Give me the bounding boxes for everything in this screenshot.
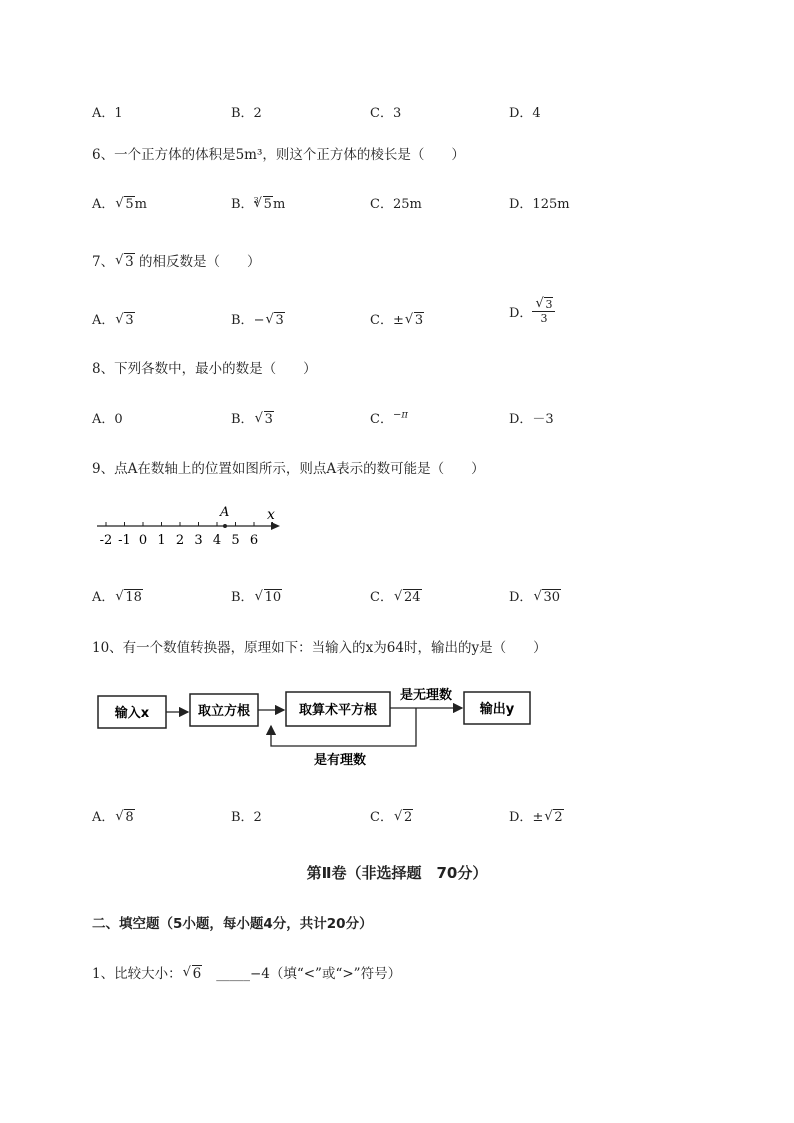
q10-option-d: D．±√ 2: [509, 806, 564, 825]
rational-label: 是有理数: [314, 753, 367, 768]
q7-option-c: C．±√ 3: [370, 309, 424, 328]
axis-tick-label: 0: [138, 533, 148, 548]
square-root-label: 取算术平方根: [298, 703, 378, 718]
axis-tick-label: 3: [194, 533, 203, 548]
q10-option-a: A．√ 8: [92, 806, 135, 825]
output-label: 输出y: [479, 702, 515, 717]
q10-option-b: B．2: [231, 810, 262, 825]
q5-option-d: D．4: [509, 106, 541, 121]
axis-tick-label: -2: [99, 533, 113, 548]
q5-option-b: B．2: [231, 106, 262, 121]
axis-tick-label: 4: [212, 533, 222, 548]
q7-text: 7、√ 3 的相反数是（ ）: [92, 250, 260, 270]
fill-blank-heading: 二、填空题（5小题，每小题4分，共计20分）: [92, 916, 373, 932]
q9-text: 9、点A在数轴上的位置如图所示，则点A表示的数可能是（ ）: [92, 461, 485, 477]
fill-q1-text: 1、比较大小：√ 6 _____−4（填“<”或“>”符号）: [92, 962, 401, 982]
axis-tick-label: 2: [175, 533, 185, 548]
axis-tick-label: 1: [157, 533, 166, 548]
q5-option-a: A．1: [92, 106, 123, 121]
axis-x-label: x: [267, 507, 275, 523]
q9-option-d: D．√ 30: [509, 586, 561, 605]
q8-option-a: A．0: [92, 412, 123, 427]
number-line: [92, 500, 292, 550]
q6-option-b: B．$^3$√ 5m: [231, 193, 285, 212]
input-label: 输入x: [114, 706, 150, 721]
q7-option-b: B．−√ 3: [231, 309, 285, 328]
q7-option-a: A．√ 3: [92, 309, 135, 328]
axis-tick-label: 6: [249, 533, 259, 548]
q6-text: 6、一个正方体的体积是5m³，则这个正方体的棱长是（ ）: [92, 147, 465, 163]
q6-option-c: C．25m: [370, 197, 422, 212]
q5-option-c: C．3: [370, 106, 402, 121]
q8-text: 8、下列各数中，最小的数是（ ）: [92, 361, 317, 377]
q10-text: 10、有一个数值转换器，原理如下：当输入的x为64时，输出的y是（ ）: [92, 640, 547, 656]
q9-option-b: B．√ 10: [231, 586, 282, 605]
axis-tick-label: 5: [231, 533, 240, 548]
flow-diagram: [96, 684, 536, 774]
point-a-label: A: [220, 505, 230, 520]
part-two-title: 第Ⅱ卷（非选择题 70分）: [306, 864, 488, 882]
q9-option-a: A．√ 18: [92, 586, 143, 605]
q6-option-a: A．√ 5m: [92, 193, 147, 212]
point-a-marker: [223, 524, 227, 528]
q7-option-d: D． √ $\frac{3}{3}$: [509, 298, 555, 325]
q9-option-c: C．√ 24: [370, 586, 422, 605]
q6-option-d: D．125m: [509, 197, 570, 212]
q8-option-b: B．√ 3: [231, 408, 274, 427]
irrational-label: 是无理数: [400, 688, 453, 703]
axis-tick-label: -1: [118, 533, 131, 548]
q10-option-c: C．√ 2: [370, 806, 413, 825]
cube-root-label: 取立方根: [197, 704, 251, 719]
q8-option-c: C．$^{-\pi}$: [370, 409, 408, 427]
q8-option-d: D．－3: [509, 412, 554, 427]
